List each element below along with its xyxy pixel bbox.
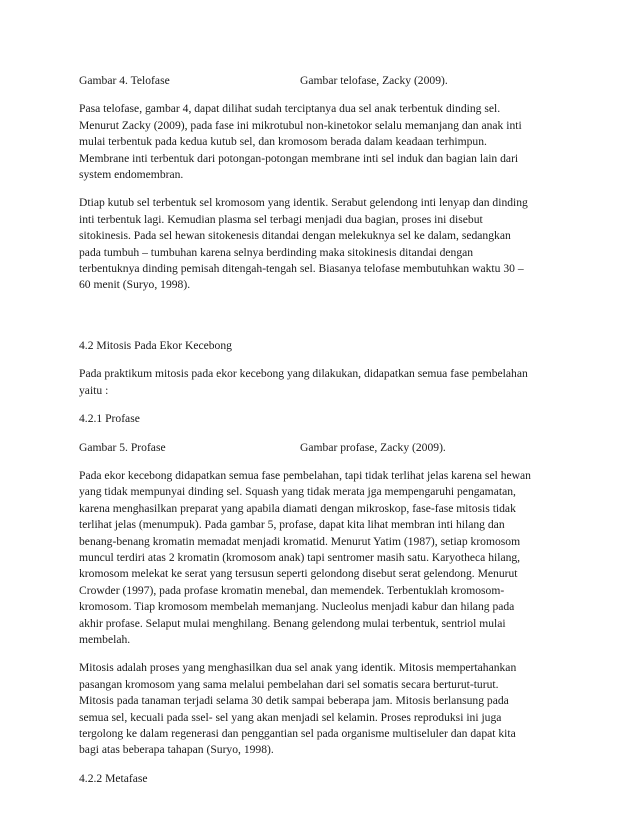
paragraph-profase [79,468,578,648]
text-line: semua sel, kecuali pada ssel- sel yang akan menjadi sel kelamin. Proses reproduksi ini juga [79,710,502,724]
text-line: kromosom melekat ke serat yang tersusun seperti gelondong disebut serat gelendong. Menurut [79,567,518,581]
text-line: Mitosis pada tanaman terjadi selama 30 detik sampai beberapa jam. Mitosis berlansung pada [79,694,509,708]
paragraph-telofase-kutub [79,195,578,293]
text-line: mulai terbentuk pada kedua kutub sel, dan kromosom berada dalam keadaan terhimpun. [79,135,487,149]
text-line: bagi atas beberapa tahapan (Suryo, 1998). [79,743,274,757]
text-line: pasangan kromosom yang sama melalui pembelahan dari sel somatis secara berturut-turut. [79,677,499,691]
section-heading-4-2-1: 4.2.1 Profase [79,412,140,426]
text-line: Pada ekor kecebong didapatkan semua fase pembelahan, tapi tidak terlihat jelas karena sel hewan [79,468,531,482]
text-line: karena menghasilkan preparat yang apabila diamati dengan mikroskop, fase-fase mitosis tidak [79,501,516,515]
text-line: muncul terdiri atas 2 kromatin (kromosom anak) tapi sentromer masih satu. Karyotheca hilang, [79,550,521,564]
section-heading-4-2: 4.2 Mitosis Pada Ekor Kecebong [79,338,232,352]
text-line: Pada praktikum mitosis pada ekor kecebong yang dilakukan, didapatkan semua fase pembelahan [79,367,528,381]
paragraph-telofase [79,101,578,183]
text-line: tergolong ke dalam regenerasi dan penggantian sel pada organisme multiseluler dan dapat kita [79,727,516,740]
text-line: inti terbentuk lagi. Kemudian plasma sel terbagi menjadi dua bagian, proses ini disebut [79,212,483,226]
caption-source: Gambar telofase, Zacky (2009). [300,74,448,87]
text-line: Crowder (1997), pada profase kromatin menebal, dan memendek. Terbentuklah kromosom- [79,583,505,597]
text-line: benang-benang kromatin memadat menjadi kromatid. Menurut Yatim (1987), setiap kromosom [79,534,521,548]
figure-caption-telofase [79,73,578,89]
figure-caption-profase [79,440,578,456]
caption-label: Gambar 5. Profase [79,440,166,454]
caption-source: Gambar profase, Zacky (2009). [300,440,446,454]
text-line: membelah. [79,632,131,646]
text-line: akhir profase. Selaput mulai menghilang. Benang gelendong mulai terbentuk, sentriol mulai [79,616,506,630]
section-heading-4-2-2: 4.2.2 Metafase [79,771,148,785]
text-line: yang tidak mempunyai dinding sel. Squash yang tidak merata jga mempengaruhi pengamatan, [79,485,516,499]
text-line: Membrane inti terbentuk dari potongan-potongan membrane inti sel induk dan bagian lain dari [79,151,519,165]
text-line: Dtiap kutub sel terbentuk sel kromosom yang identik. Serabut gelendong inti lenyap dan dinding [79,196,528,210]
paragraph-praktikum [79,366,578,399]
text-line: yaitu : [79,383,109,397]
caption-label: Gambar 4. Telofase [79,74,170,87]
text-line: Mitosis adalah proses yang menghasilkan dua sel anak yang identik. Mitosis mempertahankan [79,661,517,675]
text-line: kromosom. Tiap kromosom membelah memanjang. Nucleolus menjadi kabur dan hilang pada [79,600,515,614]
text-line: pada tumbuh – tumbuhan karena selnya berdinding maka sitokinesis ditandai dengan [79,245,474,259]
text-line: terlihat jelas (menumpuk). Pada gambar 5, profase, dapat kita lihat membran inti hilang dan [79,518,505,532]
text-line: Menurut Zacky (2009), pada fase ini mikrotubul non-kinetokor selalu memanjang dan anak inti [79,118,522,132]
text-line: sitokinesis. Pada sel hewan sitokenesis ditandai dengan melekuknya sel ke dalam, sedangkan [79,229,511,243]
paragraph-mitosis [79,660,578,758]
text-line: terbentuknya dinding pemisah ditengah-tengah sel. Biasanya telofase membutuhkan waktu 30 – [79,262,524,276]
text-line: Pasa telofase, gambar 4, dapat dilihat sudah terciptanya dua sel anak terbentuk dinding sel. [79,102,501,116]
text-line: system endomembran. [79,168,184,182]
text-line: 60 menit (Suryo, 1998). [79,278,191,292]
